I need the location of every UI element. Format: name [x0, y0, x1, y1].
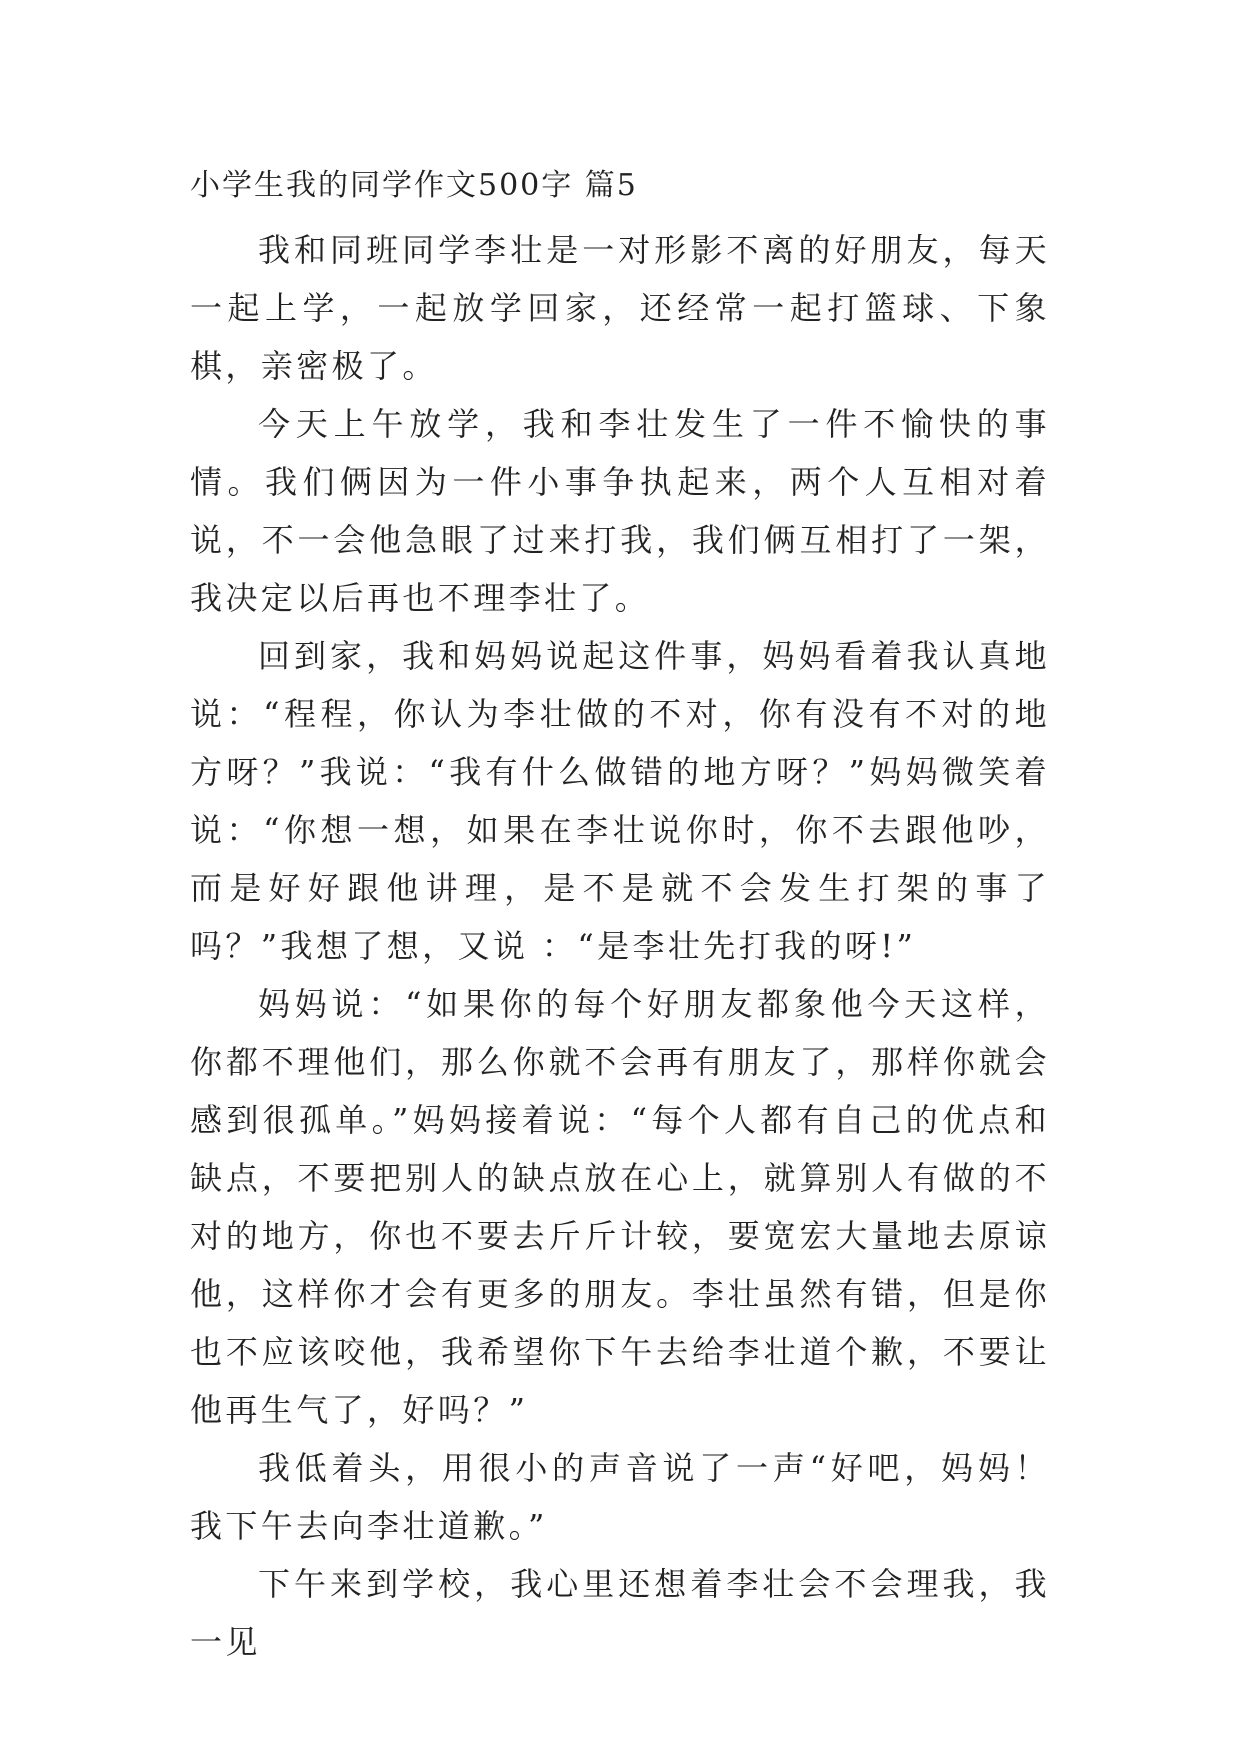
document-body: [190, 221, 1050, 1671]
paragraph-5: 我低着头，用很小的声音说了一声“好吧，妈妈！我下午去向李壮道歉。”: [190, 1449, 1050, 1545]
paragraph-3: 回到家，我和妈妈说起这件事，妈妈看着我认真地说：“程程，你认为李壮做的不对，你有没有不对的地方呀？”我说：“我有什么做错的地方呀？”妈妈微笑着说：“你想一想，如果在李壮说你时，你不去跟他吵，而是好好跟他讲理，是不是就不会发生打架的事了吗？”我想了想，又说 ：“是李壮先打我的呀!”: [190, 637, 1050, 965]
document-title: 小学生我的同学作文500字 篇5: [190, 168, 638, 203]
paragraph-6: 下午来到学校，我心里还想着李壮会不会理我，我一见: [190, 1565, 1050, 1661]
paragraph-2: 今天上午放学，我和李壮发生了一件不愉快的事情。我们俩因为一件小事争执起来，两个人互相对着说，不一会他急眼了过来打我，我们俩互相打了一架，我决定以后再也不理李壮了。: [190, 405, 1050, 617]
paragraph-1: 我和同班同学李壮是一对形影不离的好朋友，每天一起上学，一起放学回家，还经常一起打篮球、下象棋，亲密极了。: [190, 231, 1050, 385]
paragraph-4: 妈妈说：“如果你的每个好朋友都象他今天这样，你都不理他们，那么你就不会再有朋友了，那样你就会感到很孤单。”妈妈接着说：“每个人都有自己的优点和缺点，不要把别人的缺点放在心上，就算别人有做的不对的地方，你也不要去斤斤计较，要宽宏大量地去原谅他，这样你才会有更多的朋友。李壮虽然有错，但是你也不应该咬他，我希望你下午去给李壮道个歉，不要让他再生气了，好吗？”: [190, 985, 1050, 1429]
